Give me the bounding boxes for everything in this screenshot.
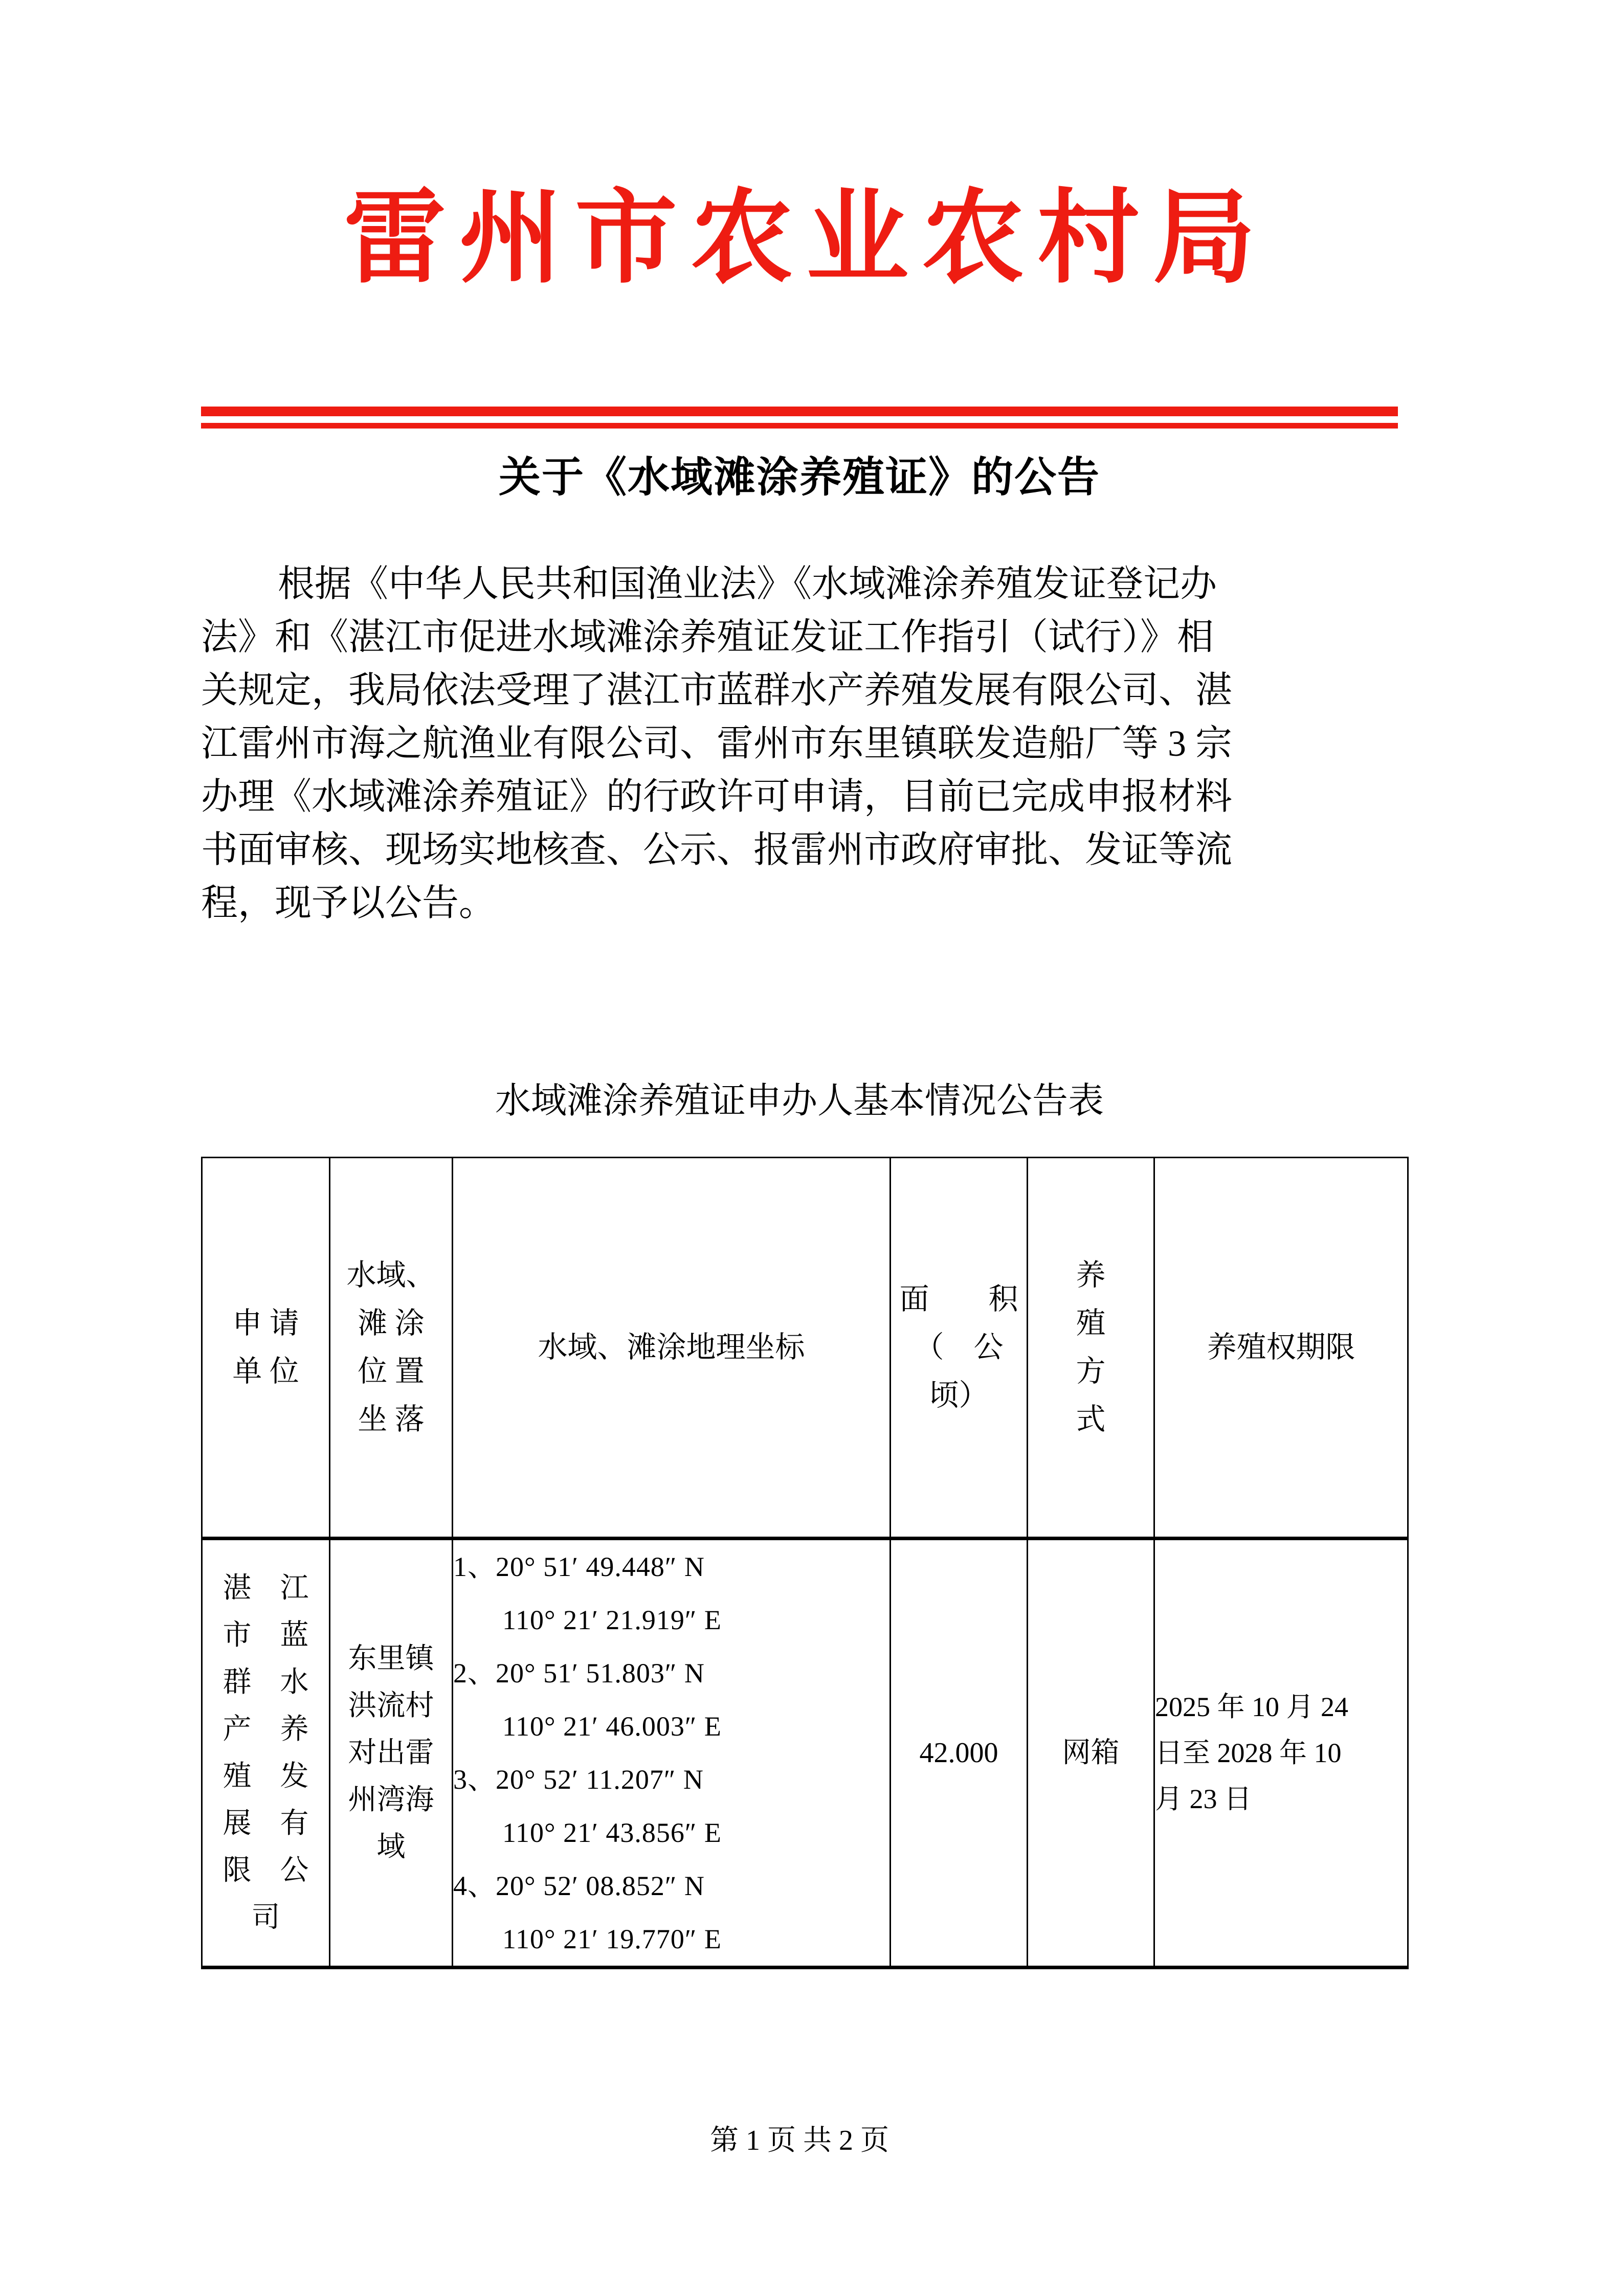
masthead	[201, 177, 1398, 298]
red-rule-gap	[201, 416, 1398, 423]
cell-period	[1154, 1539, 1408, 1968]
body-line-7: 程，现予以公告。	[201, 883, 496, 924]
coordinate-point-3-lat-value: 20° 52′ 11.207″ N	[496, 1764, 704, 1795]
coordinate-point-2-lat	[453, 1647, 889, 1700]
location-header-line-3: 位 置	[358, 1355, 425, 1388]
cell-method: 网箱	[1028, 1539, 1154, 1968]
location-header-line-4: 坐 落	[358, 1403, 425, 1436]
column-header-area	[891, 1158, 1028, 1539]
aquaculture-applicants-table	[201, 1157, 1409, 1969]
body-line-2: 法》和《湛江市促进水域滩涂养殖证发证工作指引（试行）》相	[201, 617, 1214, 658]
body-line-6: 书面审核、现场实地核查、公示、报雷州市政府审批、发证等流	[201, 829, 1233, 870]
body-line-4: 江雷州市海之航渔业有限公司、雷州市东里镇联发造船厂等 3 宗	[201, 723, 1233, 764]
body-line-1-text: 根据《中华人民共和国渔业法》《水域滩涂养殖发证登记办	[278, 564, 1217, 604]
cell-location	[330, 1539, 453, 1968]
period-line-1: 2025 年 10 月 24	[1155, 1692, 1348, 1722]
applicant-line-4: 产 养	[223, 1714, 309, 1745]
area-header-line-3: 顷）	[929, 1379, 989, 1412]
location-header-line-1: 水域、	[346, 1258, 436, 1292]
table-header-row	[202, 1158, 1408, 1539]
table-row	[202, 1539, 1408, 1968]
cell-applicant	[202, 1539, 330, 1968]
coordinate-point-4-lat-value: 20° 52′ 08.852″ N	[496, 1871, 705, 1901]
location-header-line-2: 滩 涂	[358, 1307, 425, 1340]
column-header-period	[1154, 1158, 1408, 1539]
column-header-coordinates	[453, 1158, 891, 1539]
red-rule-thick	[201, 407, 1398, 416]
column-header-method	[1028, 1158, 1154, 1539]
method-header-line-1: 养	[1076, 1258, 1106, 1292]
method-header-line-4: 式	[1076, 1403, 1106, 1436]
method-header-line-3: 方	[1076, 1355, 1106, 1388]
coordinate-point-2-index: 2、	[453, 1658, 496, 1689]
coordinate-point-4-lon: 110° 21′ 19.770″ E	[502, 1924, 722, 1954]
coordinate-point-4-index: 4、	[453, 1871, 496, 1901]
coordinate-point-3-lon: 110° 21′ 43.856″ E	[502, 1817, 722, 1848]
coordinate-point-1-lon: 110° 21′ 21.919″ E	[502, 1605, 722, 1635]
coordinate-point-4-lat	[453, 1859, 889, 1912]
column-header-location	[330, 1158, 453, 1539]
coordinate-point-1-index: 1、	[453, 1551, 496, 1582]
area-header-line-2: （ 公	[914, 1331, 1004, 1364]
page-title: 关于《水域滩涂养殖证》的公告	[498, 453, 1100, 502]
applicant-line-1: 湛 江	[223, 1572, 309, 1604]
coordinate-point-2-lat-value: 20° 51′ 51.803″ N	[496, 1658, 705, 1689]
body-line-1	[201, 557, 1403, 611]
applicant-line-5: 殖 发	[223, 1761, 309, 1792]
announcement-body	[201, 557, 1403, 930]
area-header-line-1: 面 积	[899, 1282, 1018, 1316]
coordinate-point-3-index: 3、	[453, 1764, 496, 1795]
location-line-4: 州湾海	[348, 1784, 434, 1816]
applicant-header-line-2: 单 位	[232, 1355, 299, 1388]
method-header-line-2: 殖	[1076, 1307, 1106, 1340]
location-line-1: 东里镇	[348, 1643, 434, 1675]
period-line-3: 月 23 日	[1155, 1784, 1252, 1814]
period-line-2: 日至 2028 年 10	[1155, 1738, 1342, 1768]
cell-area: 42.000	[891, 1539, 1028, 1968]
masthead-red-rule	[201, 407, 1398, 429]
cell-coordinates	[453, 1539, 891, 1968]
body-line-5: 办理《水域滩涂养殖证》的行政许可申请，目前已完成申报材料	[201, 776, 1233, 817]
applicant-header-line-1: 申 请	[232, 1307, 299, 1340]
coordinate-point-1-lat	[453, 1540, 889, 1593]
coordinate-point-1-lat-value: 20° 51′ 49.448″ N	[496, 1551, 705, 1582]
period-header-text: 养殖权期限	[1207, 1331, 1355, 1364]
applicant-line-8: 司	[251, 1902, 280, 1933]
coordinates-header-text: 水域、滩涂地理坐标	[538, 1331, 805, 1364]
coordinate-point-2-lon: 110° 21′ 46.003″ E	[502, 1711, 722, 1742]
applicant-line-2: 市 蓝	[223, 1619, 309, 1651]
applicant-line-7: 限 公	[223, 1855, 309, 1886]
red-rule-thin	[201, 423, 1398, 429]
column-header-applicant	[202, 1158, 330, 1539]
page-number-footer: 第 1 页 共 2 页	[710, 2125, 889, 2156]
location-line-5: 域	[376, 1831, 406, 1863]
body-line-3: 关规定，我局依法受理了湛江市蓝群水产养殖发展有限公司、湛	[201, 670, 1233, 711]
location-line-2: 洪流村	[348, 1690, 434, 1722]
coordinate-point-3-lat	[453, 1753, 889, 1806]
issuing-organization-title: 雷州市农业农村局	[343, 177, 1269, 298]
table-caption: 水域滩涂养殖证申办人基本情况公告表	[495, 1082, 1104, 1121]
applicant-line-6: 展 有	[223, 1808, 309, 1839]
location-line-3: 对出雷	[348, 1737, 434, 1769]
applicant-line-3: 群 水	[223, 1667, 309, 1698]
